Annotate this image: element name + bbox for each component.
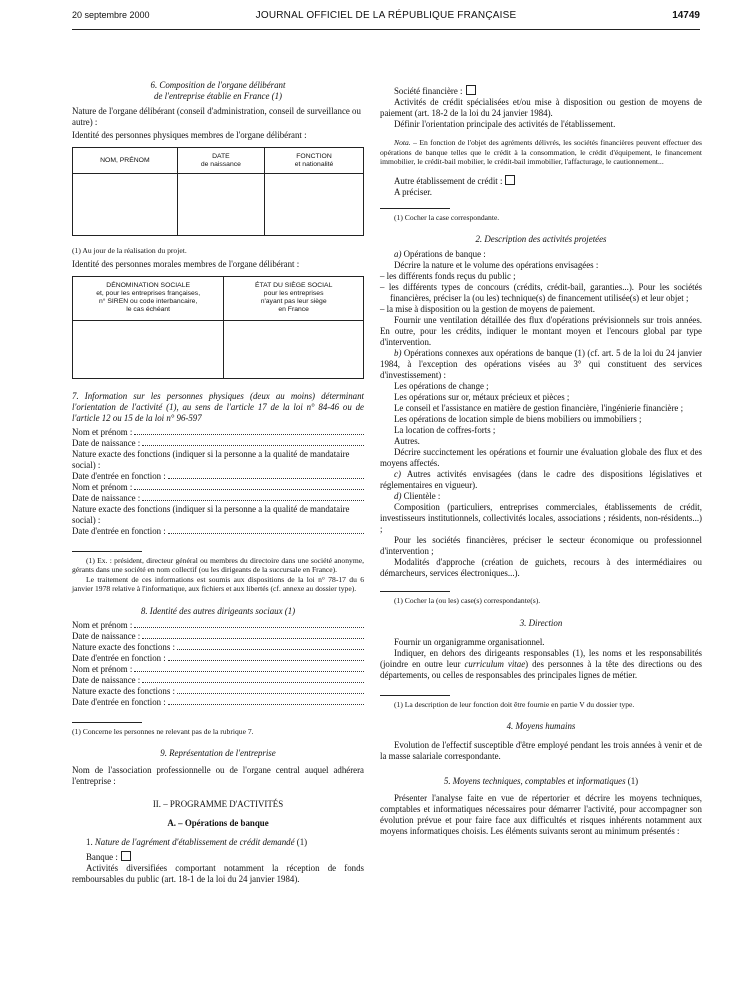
- autre-etab-row: [380, 175, 702, 187]
- s7-label: Date de naissance :: [72, 437, 141, 448]
- s7-label: Date d'entrée en fonction :: [72, 470, 166, 481]
- s6-title-line1: 6. Composition de l'organe délibérant: [150, 80, 286, 90]
- b-label: b): [394, 348, 402, 358]
- s5-title: [380, 776, 702, 787]
- list-b-item: La location de coffres-forts ;: [394, 425, 496, 435]
- table-personnes-morales: [72, 276, 364, 379]
- dotted-line: [142, 675, 364, 683]
- fournir-text: Fournir une ventilation détaillée des flux d'opérations prévisionnels sur trois années. En outre, pour les crédits, indiquer le montant moyen et l'encours global par type d'intervention.: [380, 315, 702, 347]
- banque-label: Banque :: [86, 852, 118, 862]
- fn2: (1) Cocher la (ou les) case(s) correspondante(s).: [394, 596, 541, 605]
- footnote-rule: [380, 208, 450, 209]
- list-b-item: Le conseil et l'assistance en matière de gestion financière, l'ingénierie financière ;: [394, 403, 684, 413]
- s8-field[interactable]: [72, 620, 364, 631]
- s3-p2-b: ) des personnes à la tête des directions ou des départements, ou celles de responsables des principales lignes de métier.: [380, 658, 703, 680]
- part-a-title: A. – Opérations de banque: [167, 818, 269, 828]
- header-title: JOURNAL OFFICIEL DE LA RÉPUBLIQUE FRANÇAISE: [255, 10, 517, 21]
- s8-label: Nature exacte des fonctions :: [72, 641, 176, 652]
- s4-text: Evolution de l'effectif susceptible d'être employé pendant les trois années à venir et de la masse salariale correspondante.: [380, 740, 702, 761]
- header-rule: [72, 29, 700, 30]
- s8-field[interactable]: [72, 642, 364, 653]
- left-column: [72, 80, 364, 885]
- a-row: [380, 249, 702, 260]
- b-text: Opérations connexes aux opérations de banque (1) (cf. art. 5 de la loi du 24 janvier 1984, à l'exception des opérations visées au 3° qui constituent des services d'investissement) :: [380, 348, 702, 380]
- banque-text: Activités diversifiées comportant notamment la réception de fonds remboursables du public (art. 18-1 de la loi du 24 janvier 1984).: [72, 863, 364, 884]
- a-text: Opérations de banque :: [401, 249, 486, 259]
- s3-p1: Fournir un organigramme organisationnel.: [394, 636, 545, 647]
- list-b-item: Autres.: [394, 436, 420, 446]
- s8-label: Date d'entrée en fonction :: [72, 652, 166, 663]
- footnote-rule: [380, 695, 450, 696]
- fn6: (1) Au jour de la réalisation du projet.: [72, 246, 187, 255]
- footnote-rule: [72, 551, 142, 552]
- s3-p2: [380, 648, 702, 681]
- s8-label: Date de naissance :: [72, 674, 141, 685]
- s6-title-line2: de l'entreprise établie en France (1): [154, 91, 282, 101]
- s8-title: 8. Identité des autres dirigeants sociaux (1): [140, 605, 296, 616]
- s5-title-text: 5. Moyens techniques, comptables et informatiques: [443, 776, 626, 786]
- th-nom-prenom: NOM, PRÉNOM: [73, 148, 178, 174]
- list-a-item: – les différents types de concours (crédits, crédit-bail, garanties...). Pour les sociétés financières, préciser la (ou les) technique(s) de financement utilisée(s) et leur objet ;: [380, 282, 702, 303]
- list-b-item: Les opérations de change ;: [394, 381, 489, 391]
- s8-label: Nom et prénom :: [72, 619, 133, 630]
- footnote-rule: [72, 722, 142, 723]
- list-a-item: – les différents fonds reçus du public ;: [380, 271, 516, 281]
- dotted-line: [142, 631, 364, 639]
- th-date-naissance: DATE de naissance: [177, 148, 264, 174]
- s5-title-note: (1): [625, 776, 639, 786]
- s3-title: 3. Direction: [519, 617, 563, 628]
- societe-fin-checkbox[interactable]: [466, 85, 476, 95]
- list-b-item: Les opérations de location simple de biens mobiliers ou immobiliers ;: [394, 414, 642, 424]
- s8-label: Date de naissance :: [72, 630, 141, 641]
- s8-field[interactable]: [72, 697, 364, 708]
- dotted-line: [168, 526, 364, 534]
- a-label: a): [394, 249, 402, 259]
- s9-title: 9. Représentation de l'entreprise: [160, 748, 276, 758]
- s5-text: Présenter l'analyse faite en vue de répertorier et décrire les moyens techniques, comptables et informatiques nécessaires pour démarrer l'activité, pour accompagner son évolution prévue et pour faire face aux difficultés et risques inhérents notamment aux moyens informatiques choisis. Les éléments suivants seront au minimum présentés :: [380, 793, 702, 836]
- s7-fields: [72, 427, 364, 537]
- dotted-line: [134, 664, 364, 672]
- s7-field[interactable]: [72, 526, 364, 537]
- right-column: [380, 85, 702, 837]
- dotted-line: [134, 427, 364, 435]
- dotted-line: [134, 620, 364, 628]
- s8-label: Nom et prénom :: [72, 663, 133, 674]
- cell-fonction[interactable]: [265, 174, 364, 236]
- cell-siege[interactable]: [224, 320, 364, 378]
- preciser-text: A préciser.: [394, 186, 432, 197]
- page-header: [72, 10, 700, 24]
- s7-field[interactable]: [72, 427, 364, 438]
- footnote-rule: [380, 591, 450, 592]
- table-personnes-physiques: [72, 147, 364, 236]
- s7-field[interactable]: [72, 471, 364, 482]
- fn8: (1) Concerne les personnes ne relevant pas de la rubrique 7.: [72, 726, 254, 736]
- b-row: [380, 348, 702, 381]
- fn3: (1) La description de leur fonction doit être fournie en partie V du dossier type.: [394, 699, 635, 709]
- dotted-line: [168, 697, 364, 705]
- s8-label: Date d'entrée en fonction :: [72, 696, 166, 707]
- s4-title: 4. Moyens humains: [506, 721, 576, 731]
- composition-text: Composition (particuliers, entreprises commerciales, établissements de crédit, investisseurs institutionnels, collectivités locales, associations ; résidents, non-résidents...) ;: [380, 502, 702, 534]
- list-b-item: Les opérations sur or, métaux précieux et pièces ;: [394, 392, 570, 402]
- s8-field[interactable]: [72, 631, 364, 642]
- d-row: [380, 491, 702, 502]
- dotted-line: [177, 642, 364, 650]
- th-etat-siege: ÉTAT DU SIÈGE SOCIAL pour les entreprises n'ayant pas leur siège en France: [224, 276, 364, 320]
- autre-etab-checkbox[interactable]: [505, 175, 515, 185]
- dotted-line: [134, 482, 364, 490]
- fn1: (1) Cocher la case correspondante.: [394, 212, 500, 222]
- dotted-line: [168, 653, 364, 661]
- header-page-number: 14749: [672, 10, 700, 21]
- s3-p2-italic: curriculum vitae: [464, 658, 526, 669]
- societe-fin-row: [380, 85, 702, 97]
- s8-field[interactable]: [72, 686, 364, 697]
- s8-fields: [72, 620, 364, 708]
- s6-title: [72, 80, 364, 102]
- dotted-line: [168, 471, 364, 479]
- th-fonction: FONCTION et nationalité: [265, 148, 364, 174]
- s7-label: Nom et prénom :: [72, 426, 133, 437]
- s2-title: 2. Description des activités projetées: [475, 234, 607, 244]
- societe-fin-text: Activités de crédit spécialisées et/ou mise à disposition ou gestion de moyens de paiement (art. 18-2 de la loi du 24 janvier 1984).: [380, 97, 702, 118]
- s1-title-text: Nature de l'agrément d'établissement de crédit demandé: [94, 837, 295, 847]
- s7-label: Date d'entrée en fonction :: [72, 525, 166, 536]
- s7-field[interactable]: [72, 493, 364, 504]
- s1-num: 1.: [86, 837, 95, 847]
- s7-label: Date de naissance :: [72, 492, 141, 503]
- decrire-b-text: Décrire succinctement les opérations et fournir une évaluation globale des flux et des moyens affectés.: [380, 447, 702, 468]
- decrire-text: Décrire la nature et le volume des opérations envisagées :: [394, 260, 599, 270]
- dotted-line: [142, 438, 364, 446]
- part-ii-title: II. – PROGRAMME D'ACTIVITÉS: [152, 799, 284, 809]
- cell-nom[interactable]: [73, 174, 178, 236]
- s9-text: Nom de l'association professionnelle ou de l'organe central auquel adhérera l'entreprise :: [72, 765, 364, 786]
- fn7-a: (1) Ex. : président, directeur général ou membres du directoire dans une société anonyme, gérants dans une société en nom collectif (ou les dirigeants de la succursale en France).: [72, 555, 364, 574]
- s7-field[interactable]: [72, 482, 364, 493]
- d-text: Clientèle :: [401, 491, 441, 501]
- nota-text: – En fonction de l'objet des agréments délivrés, les sociétés financières peuvent effectuer des opérations de banque telles que le crédit à la consommation, le crédit d'équipement, le financement immobilier, le crédit-bail mobilier, le crédit-bail immobilier, l'affacturage, le cautionnement...: [380, 138, 702, 166]
- banque-row: [72, 851, 364, 863]
- s1-title-note: (1): [294, 837, 308, 847]
- s8-field[interactable]: [72, 664, 364, 675]
- s8-label: Nature exacte des fonctions :: [72, 685, 176, 696]
- nota-label: Nota.: [394, 138, 411, 147]
- s8-field[interactable]: [72, 675, 364, 686]
- d-label: d): [394, 491, 402, 501]
- dotted-line: [177, 686, 364, 694]
- cell-date[interactable]: [177, 174, 264, 236]
- s8-field[interactable]: [72, 653, 364, 664]
- s7-label: Nature exacte des fonctions (indiquer si la personne a la qualité de mandataire social) :: [72, 448, 350, 470]
- nota: [380, 138, 702, 167]
- c-label: c): [394, 469, 401, 479]
- autre-etab-label: Autre établissement de crédit :: [394, 175, 503, 186]
- s6-nature-label: Nature de l'organe délibérant (conseil d'administration, conseil de surveillance ou autre) :: [72, 106, 361, 127]
- s7-label: Nom et prénom :: [72, 481, 133, 492]
- definir-text: Définir l'orientation principale des activités de l'établissement.: [394, 119, 616, 129]
- s7-field[interactable]: [72, 438, 364, 449]
- th-denomination: DÉNOMINATION SOCIALE et, pour les entreprises françaises, n° SIREN ou code interbancaire, le cas échéant: [73, 276, 224, 320]
- c-text: Autres activités envisagées (dans le cadre des dispositions législatives et réglementaires en vigueur).: [380, 469, 702, 490]
- pour-soc-text: Pour les sociétés financières, préciser le secteur économique ou professionnel d'intervention ;: [380, 535, 702, 556]
- s7-title: 7. Information sur les personnes physiques (deux au moins) déterminant l'orientation de l'activité (1), au sens de l'article 17 de la loi n° 84-46 ou de l'article 12 ou 15 de la loi n° 96-597: [72, 390, 364, 423]
- list-a-item: – la mise à disposition ou la gestion de moyens de paiement.: [380, 304, 595, 314]
- cell-denomination[interactable]: [73, 320, 224, 378]
- dotted-line: [142, 493, 364, 501]
- modalites-text: Modalités d'approche (création de guichets, recours à des intermédiaires ou démarcheurs, services électroniques...).: [380, 557, 702, 578]
- s6-identite-pm: Identité des personnes morales membres de l'organe délibérant :: [72, 258, 300, 269]
- s7-label: Nature exacte des fonctions (indiquer si la personne a la qualité de mandataire social) :: [72, 503, 350, 525]
- banque-checkbox[interactable]: [121, 851, 131, 861]
- header-date: 20 septembre 2000: [72, 10, 150, 20]
- societe-fin-label: Société financière :: [394, 86, 463, 96]
- fn7-b: Le traitement de ces informations est soumis aux dispositions de la loi n° 78-17 du 6 janvier 1978 relative à l'informatique, aux fichiers et aux libertés (cf. annexe au dossier type).: [72, 574, 364, 593]
- s6-nature-field[interactable]: [72, 106, 364, 128]
- s7-field[interactable]: [72, 504, 364, 526]
- s1-title: [72, 837, 364, 848]
- c-row: [380, 469, 702, 491]
- s6-identite-pp: Identité des personnes physiques membres de l'organe délibérant :: [72, 130, 307, 140]
- s7-field[interactable]: [72, 449, 364, 471]
- s3-p2-a: Indiquer, en dehors des dirigeants responsables (1), les noms et les responsabilités (joindre en outre leur: [380, 647, 702, 669]
